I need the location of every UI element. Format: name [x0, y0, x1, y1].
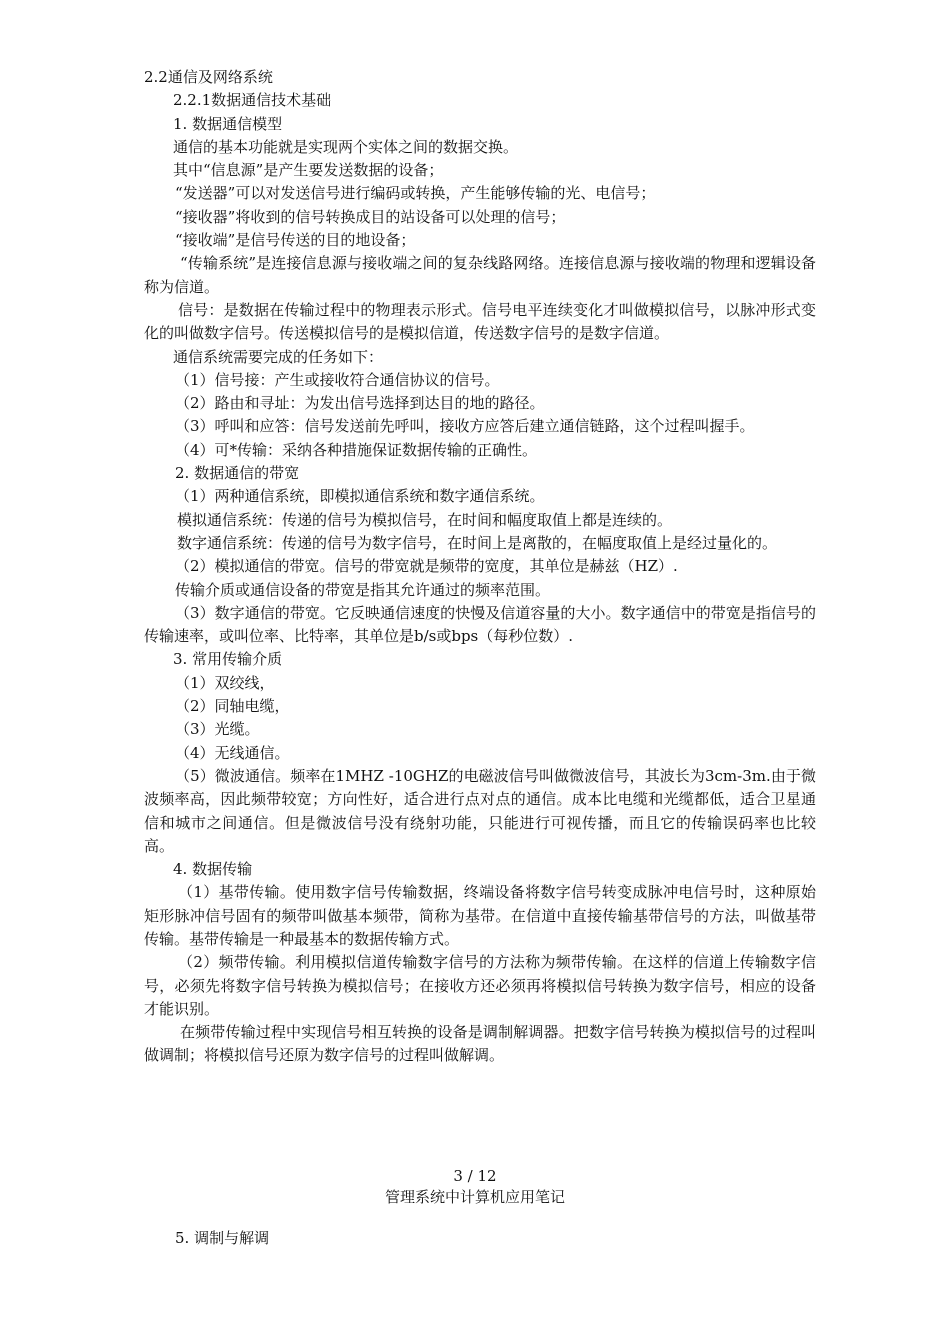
next-page-heading: 5. 调制与解调: [175, 1229, 270, 1247]
paragraph: 数字通信系统：传递的信号为数字信号，在时间上是离散的，在幅度取值上是经过量化的。: [177, 533, 778, 552]
paragraph: “传输系统”是连接信息源与接收端之间的复杂线路网络。连接信息源与接收端的物理和逻辑设备称为信道。: [144, 254, 816, 296]
topic-heading: 3. 常用传输介质: [173, 650, 283, 669]
topic-heading: 1. 数据通信模型: [173, 114, 283, 133]
paragraph: 信号：是数据在传输过程中的物理表示形式。信号电平连续变化才叫做模拟信号，以脉冲形式变化的叫做数字信号。传送模拟信号的是模拟信道，传送数字信号的是数字信道。: [144, 300, 816, 343]
paragraph: “接收端”是信号传送的目的地设备；: [175, 231, 416, 250]
list-item: （2）同轴电缆，: [175, 697, 290, 716]
list-item: （3）光缆。: [175, 720, 260, 739]
list-item: （4）无线通信。: [175, 743, 290, 762]
paragraph: “接收器”将收到的信号转换成目的站设备可以处理的信号；: [175, 207, 566, 226]
list-item: （5）微波通信。频率在1MHZ -10GHZ的电磁波信号叫做微波信号，其波长为3cm-3m.由于微波频率高，因此频带较宽；方向性好，适合进行点对点的通信。成本比电缆和光缆都低，适合卫星通信和城市之间通信。但是微波信号没有绕射功能，只能进行可视传播，而且它的传输误码率也比较高。: [144, 766, 816, 855]
paragraph: 传输介质或通信设备的带宽是指其允许通过的频率范围。: [175, 580, 551, 599]
list-item: （1）基带传输。使用数字信号传输数据，终端设备将数字信号转变成脉冲电信号时，这种原始矩形脉冲信号固有的频带叫做基本频带，简称为基带。在信道中直接传输基带信号的方法，叫做基带传输。基带传输是一种最基本的数据传输方式。: [144, 883, 816, 948]
list-item: （1）两种通信系统，即模拟通信系统和数字通信系统。: [175, 487, 545, 506]
section-heading: 2.2通信及网络系统: [144, 68, 273, 86]
list-item: （2）路由和寻址：为发出信号选择到达目的地的路径。: [175, 394, 545, 413]
subsection-heading: 2.2.1数据通信技术基础: [173, 91, 332, 110]
list-item: （1）信号接：产生或接收符合通信协议的信号。: [175, 370, 500, 389]
paragraph: 模拟通信系统：传递的信号为模拟信号，在时间和幅度取值上都是连续的。: [177, 510, 673, 529]
list-item: （3）呼叫和应答：信号发送前先呼叫，接收方应答后建立通信链路，这个过程叫握手。: [175, 417, 755, 436]
paragraph: 通信的基本功能就是实现两个实体之间的数据交换。: [173, 137, 519, 156]
list-item: （4）可*传输：采纳各种措施保证数据传输的正确性。: [175, 440, 538, 459]
topic-heading: 2. 数据通信的带宽: [175, 464, 300, 483]
list-item: （2）模拟通信的带宽。信号的带宽就是频带的宽度，其单位是赫兹（HZ）.: [175, 557, 678, 576]
footer-title: 管理系统中计算机应用笔记: [384, 1188, 565, 1206]
document-body: [144, 66, 816, 1068]
paragraph: 通信系统需要完成的任务如下：: [173, 347, 384, 366]
topic-heading: 4. 数据传输: [173, 860, 253, 879]
paragraph: 其中“信息源”是产生要发送数据的设备；: [173, 161, 444, 180]
paragraph: 在频带传输过程中实现信号相互转换的设备是调制解调器。把数字信号转换为模拟信号的过程叫做调制；将模拟信号还原为数字信号的过程叫做解调。: [144, 1023, 816, 1065]
list-item: （1）双绞线，: [175, 673, 275, 692]
page-number: 3 / 12: [453, 1167, 497, 1185]
paragraph: “发送器”可以对发送信号进行编码或转换，产生能够传输的光、电信号；: [175, 184, 656, 203]
list-item: （3）数字通信的带宽。它反映通信速度的快慢及信道容量的大小。数字通信中的带宽是指信号的传输速率，或叫位率、比特率，其单位是b/s或bps（每秒位数）.: [144, 603, 816, 646]
list-item: （2）频带传输。利用模拟信道传输数字信号的方法称为频带传输。在这样的信道上传输数字信号，必须先将数字信号转换为模拟信号；在接收方还必须再将模拟信号转换为数字信号，相应的设备才能识别。: [144, 953, 816, 1018]
